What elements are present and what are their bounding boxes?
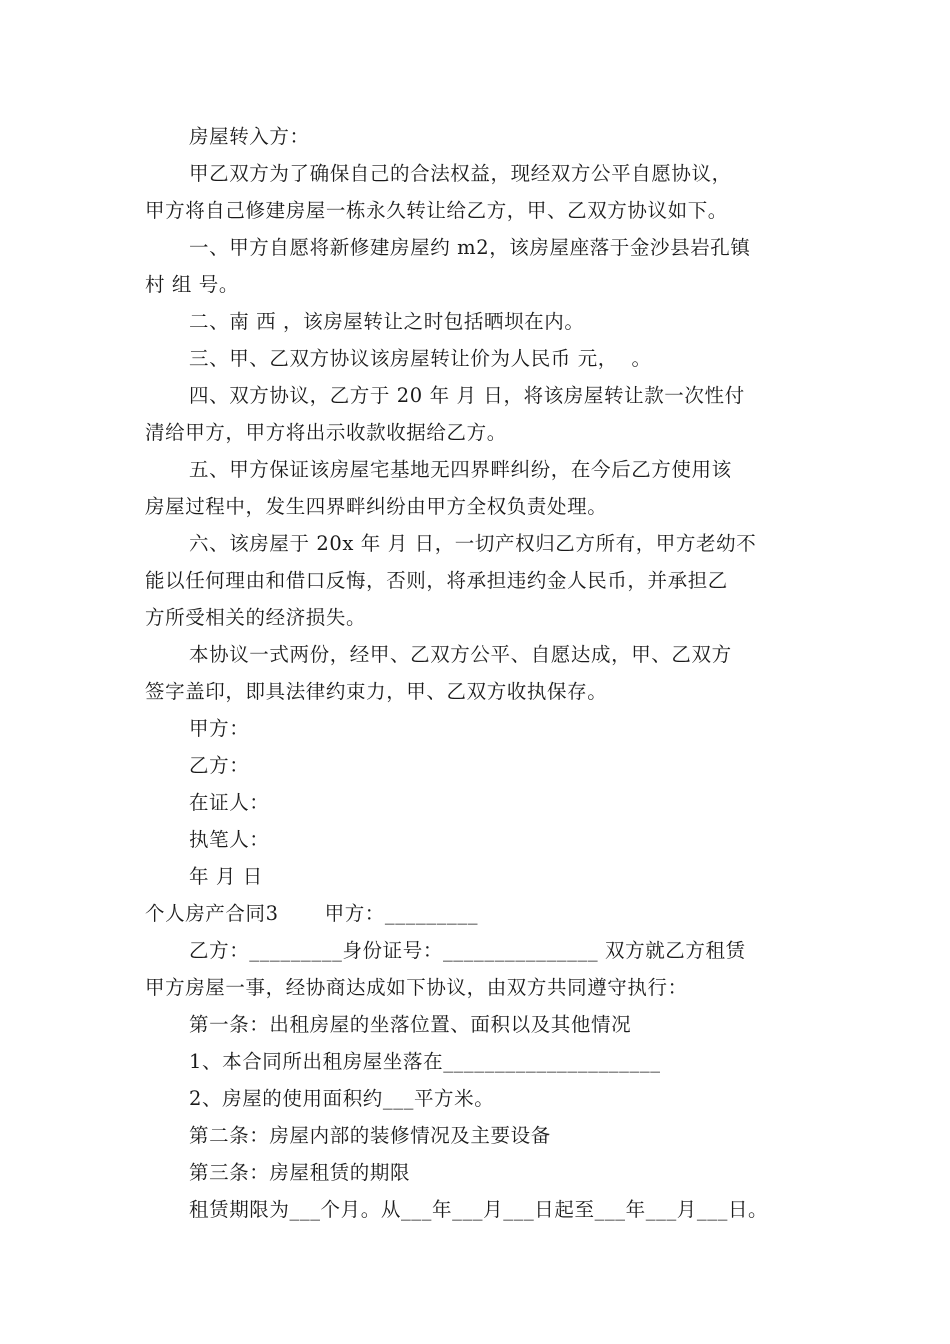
paragraph-line: 1、本合同所出租房屋坐落在_____________________ bbox=[189, 1050, 661, 1073]
paragraph-line: 乙方：_________身份证号：_______________ 双方就乙方租赁 bbox=[189, 939, 746, 962]
paragraph-line: 租赁期限为___个月。从___年___月___日起至___年___月___日。 bbox=[189, 1198, 769, 1221]
paragraph-line: 清给甲方，甲方将出示收款收据给乙方。 bbox=[145, 421, 507, 444]
contract-3-heading-line bbox=[145, 895, 810, 932]
paragraph-line: 四、双方协议，乙方于 20 年 月 日，将该房屋转让款一次性付 bbox=[189, 384, 745, 407]
paragraph-line: 2、房屋的使用面积约___平方米。 bbox=[189, 1087, 495, 1110]
signature-writer: 执笔人： bbox=[189, 828, 270, 851]
paragraph-line: 本协议一式两份，经甲、乙双方公平、自愿达成，甲、乙双方 bbox=[189, 643, 732, 666]
paragraph-line: 签字盖印，即具法律约束力，甲、乙双方收执保存。 bbox=[145, 680, 608, 703]
paragraph-line: 六、该房屋于 20x 年 月 日，一切产权归乙方所有，甲方老幼不 bbox=[189, 532, 757, 555]
paragraph-line: 三、甲、乙双方协议该房屋转让价为人民币 元， 。 bbox=[189, 347, 652, 370]
contract-3-party-a: 甲方：_________ bbox=[324, 902, 479, 925]
paragraph-line: 房屋过程中，发生四界畔纠纷由甲方全权负责处理。 bbox=[145, 495, 608, 518]
signature-witness: 在证人： bbox=[189, 791, 270, 814]
paragraph-line: 第二条：房屋内部的装修情况及主要设备 bbox=[189, 1124, 551, 1147]
paragraph-line: 村 组 号。 bbox=[145, 273, 239, 296]
paragraph-line: 甲方将自己修建房屋一栋永久转让给乙方，甲、乙双方协议如下。 bbox=[145, 199, 728, 222]
paragraph-line: 五、甲方保证该房屋宅基地无四界畔纠纷，在今后乙方使用该 bbox=[189, 458, 732, 481]
paragraph-line: 第一条：出租房屋的坐落位置、面积以及其他情况 bbox=[189, 1013, 632, 1036]
signature-party-b: 乙方： bbox=[189, 754, 250, 777]
paragraph-line: 一、甲方自愿将新修建房屋约 m2，该房屋座落于金沙县岩孔镇 bbox=[189, 236, 751, 259]
paragraph-line: 甲乙双方为了确保自己的合法权益，现经双方公平自愿协议， bbox=[189, 162, 732, 185]
paragraph-line: 方所受相关的经济损失。 bbox=[145, 606, 367, 629]
signature-party-a: 甲方： bbox=[189, 717, 250, 740]
paragraph-line: 二、南 西 ，该房屋转让之时包括晒坝在内。 bbox=[189, 310, 585, 333]
signature-date: 年 月 日 bbox=[189, 865, 263, 888]
paragraph-line: 能以任何理由和借口反悔，否则，将承担违约金人民币，并承担乙 bbox=[145, 569, 728, 592]
paragraph-line: 第三条：房屋租赁的期限 bbox=[189, 1161, 411, 1184]
paragraph-line: 房屋转入方： bbox=[189, 125, 310, 148]
paragraph-line: 甲方房屋一事，经协商达成如下协议，由双方共同遵守执行： bbox=[145, 976, 688, 999]
document-page bbox=[145, 118, 810, 1228]
contract-3-title: 个人房产合同3 bbox=[145, 902, 279, 925]
